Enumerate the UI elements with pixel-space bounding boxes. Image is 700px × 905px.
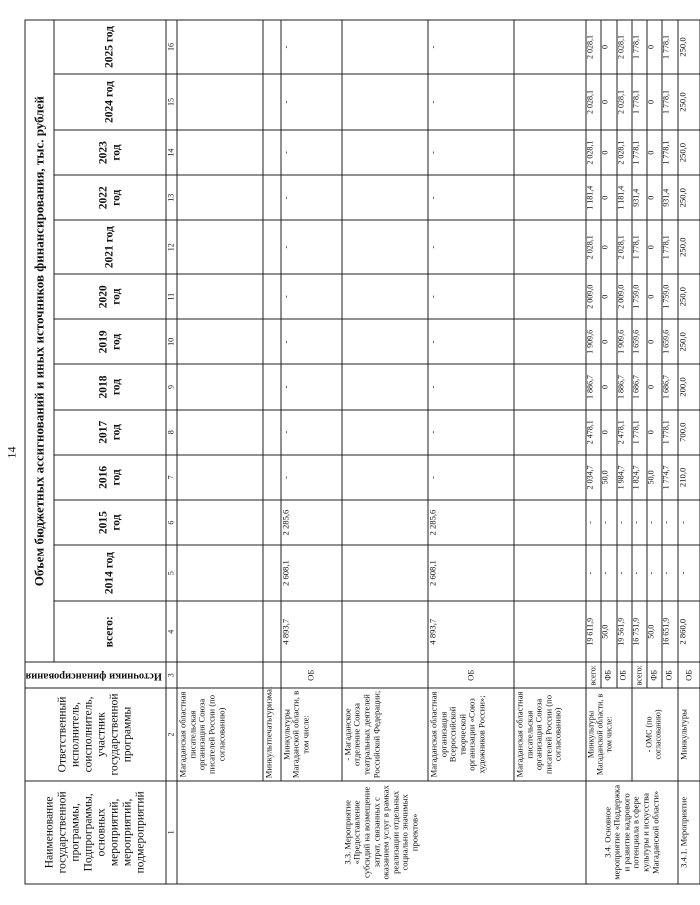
column-number: 13 [166, 175, 177, 220]
value-cell: - [601, 545, 616, 601]
source-cell [263, 662, 281, 688]
value-cell [341, 175, 427, 220]
executor-cell: Минкультуры Магаданской области, в том числе: [280, 688, 341, 781]
value-cell: 250,0 [677, 130, 699, 175]
value-cell: - [427, 364, 513, 409]
value-cell: - [280, 364, 341, 409]
value-cell: 2 285,6 [427, 500, 513, 545]
value-cell [513, 74, 585, 130]
source-cell: ОБ [427, 662, 513, 688]
value-cell [263, 410, 281, 455]
value-cell: 0 [601, 364, 616, 409]
value-cell: 0 [647, 175, 662, 220]
value-cell [341, 220, 427, 274]
value-cell: 2 009,0 [586, 274, 601, 319]
activity-3-3-name: 3.3. Мероприятие «Предоставление субсидий на возмещение затрат, связанных с оказанием услуг в рамках реализации отдельных социально значимых проектов» [177, 781, 586, 884]
value-cell: 2 028,1 [586, 20, 601, 74]
header-year: 2021 год [54, 220, 166, 274]
value-cell: 1 778,1 [662, 130, 677, 175]
value-cell: 2 478,1 [586, 410, 601, 455]
value-cell: - [586, 545, 601, 601]
header-executor: Ответственный исполнитель, соисполнитель, участник государственной программы [25, 688, 166, 781]
value-cell: 0 [647, 274, 662, 319]
header-year: 2025 год [54, 20, 166, 74]
value-cell [177, 500, 263, 545]
value-cell [177, 319, 263, 364]
value-cell: 1 984,7 [616, 455, 631, 500]
value-cell [263, 601, 281, 662]
value-cell: 1 778,1 [662, 220, 677, 274]
column-number: 1 [166, 781, 177, 884]
value-cell [513, 364, 585, 409]
value-cell: 50,0 [647, 601, 662, 662]
activity-3-4-name: 3.4. Основное мероприятие «Поддержка и развитие кадрового потенциала в сфере культуры и искусства Магаданской области» [586, 781, 678, 884]
value-cell: 1 686,7 [631, 364, 646, 409]
value-cell: 4 893,7 [280, 601, 341, 662]
value-cell: - [631, 500, 646, 545]
header-year: 2024 год [54, 74, 166, 130]
value-cell: 0 [601, 319, 616, 364]
value-cell: 2 285,6 [280, 500, 341, 545]
value-cell: 0 [601, 175, 616, 220]
value-cell: 1 778,1 [662, 410, 677, 455]
value-cell [513, 545, 585, 601]
value-cell [177, 20, 263, 74]
value-cell [513, 410, 585, 455]
executor-cell: Магаданская областная организация Всероссийской творческой организации «Союз художников России»; [427, 688, 513, 781]
value-cell: 0 [647, 74, 662, 130]
value-cell [263, 20, 281, 74]
value-cell [341, 74, 427, 130]
value-cell: - [280, 20, 341, 74]
value-cell: 0 [647, 220, 662, 274]
header-year: 2014 год [54, 545, 166, 601]
value-cell: 1 659,6 [631, 319, 646, 364]
value-cell: - [662, 545, 677, 601]
value-cell [341, 20, 427, 74]
header-total: всего: [54, 601, 166, 662]
value-cell [513, 175, 585, 220]
value-cell: 1 778,1 [662, 74, 677, 130]
column-number: 3 [166, 662, 177, 688]
value-cell [177, 545, 263, 601]
value-cell: - [427, 319, 513, 364]
value-cell [263, 319, 281, 364]
value-cell [513, 500, 585, 545]
value-cell: - [427, 274, 513, 319]
value-cell [177, 601, 263, 662]
value-cell [513, 220, 585, 274]
value-cell: 0 [647, 130, 662, 175]
source-cell: всего: [586, 662, 601, 688]
value-cell: - [280, 74, 341, 130]
executor-cell: Минкультуры Магаданской области, в том числе: [586, 688, 632, 781]
value-cell [341, 364, 427, 409]
value-cell: 1 686,7 [662, 364, 677, 409]
column-number: 14 [166, 130, 177, 175]
page-number: 14 [4, 446, 19, 459]
header-source [25, 662, 166, 688]
value-cell: - [280, 130, 341, 175]
header-year: 2017 год [54, 410, 166, 455]
value-cell: - [427, 220, 513, 274]
value-cell: 931,4 [631, 175, 646, 220]
executor-cell: Магаданская областная писательская организация Союза писателей России (по согласованию) [513, 688, 585, 781]
value-cell: 0 [647, 20, 662, 74]
value-cell: - [616, 545, 631, 601]
value-cell: - [427, 410, 513, 455]
source-cell: ОБ [616, 662, 631, 688]
value-cell: 2 608,1 [280, 545, 341, 601]
value-cell: - [427, 20, 513, 74]
value-cell: 50,0 [601, 455, 616, 500]
value-cell [263, 500, 281, 545]
column-number: 15 [166, 74, 177, 130]
value-cell: - [616, 500, 631, 545]
header-year: 2015 год [54, 500, 166, 545]
value-cell: 16 651,9 [662, 601, 677, 662]
source-cell: всего: [631, 662, 646, 688]
value-cell: 2 478,1 [616, 410, 631, 455]
value-cell: - [586, 500, 601, 545]
financing-table [24, 20, 700, 885]
header-name: Наименование государственной программы, Подпрограммы, основных мероприятий, мероприятий, подмероприятий [25, 781, 166, 884]
value-cell: 19 561,9 [616, 601, 631, 662]
value-cell: 1 824,7 [631, 455, 646, 500]
value-cell [263, 74, 281, 130]
executor-cell: - ОМС (по согласованию) [631, 688, 677, 781]
value-cell [263, 130, 281, 175]
value-cell: 1 909,6 [616, 319, 631, 364]
value-cell: 931,4 [662, 175, 677, 220]
executor-cell: - Магаданское отделение Союза театральных деятелей Российской Федерации; [341, 688, 427, 781]
value-cell [177, 364, 263, 409]
value-cell: 0 [601, 130, 616, 175]
header-year: 2020 год [54, 274, 166, 319]
value-cell [263, 220, 281, 274]
value-cell: 1 759,0 [631, 274, 646, 319]
value-cell [513, 319, 585, 364]
value-cell [177, 130, 263, 175]
value-cell: - [427, 130, 513, 175]
value-cell: 0 [601, 274, 616, 319]
value-cell: - [647, 545, 662, 601]
value-cell: 0 [601, 20, 616, 74]
value-cell: 0 [601, 74, 616, 130]
source-cell [341, 662, 427, 688]
value-cell: 2 028,1 [616, 220, 631, 274]
value-cell [513, 130, 585, 175]
value-cell: - [280, 175, 341, 220]
rotated-table-page [24, 20, 693, 885]
column-number: 2 [166, 688, 177, 781]
value-cell [263, 274, 281, 319]
activity-3-4-1-name: 3.4.1. Мероприятие [677, 781, 699, 884]
value-cell: - [280, 220, 341, 274]
value-cell [177, 74, 263, 130]
value-cell: 0 [601, 220, 616, 274]
value-cell: - [280, 274, 341, 319]
value-cell: - [647, 500, 662, 545]
value-cell: 0 [647, 319, 662, 364]
header-year: 2022 год [54, 175, 166, 220]
value-cell: - [427, 175, 513, 220]
column-number: 9 [166, 364, 177, 409]
value-cell: 2 608,1 [427, 545, 513, 601]
value-cell: 1 778,1 [631, 220, 646, 274]
value-cell: 200,0 [677, 364, 699, 409]
value-cell: 2 028,1 [616, 130, 631, 175]
value-cell: 210,0 [677, 455, 699, 500]
value-cell [263, 545, 281, 601]
value-cell: 1 778,1 [631, 74, 646, 130]
source-cell: ОБ [677, 662, 699, 688]
value-cell [341, 130, 427, 175]
value-cell: 19 611,9 [586, 601, 601, 662]
value-cell: 0 [647, 364, 662, 409]
value-cell: - [280, 410, 341, 455]
value-cell: 0 [601, 410, 616, 455]
executor-cell: Минкультпечатьтуризма; [263, 688, 281, 781]
value-cell: 250,0 [677, 274, 699, 319]
source-cell [513, 662, 585, 688]
value-cell [177, 274, 263, 319]
value-cell: 50,0 [601, 601, 616, 662]
value-cell: - [280, 455, 341, 500]
value-cell: 2 028,1 [586, 220, 601, 274]
value-cell: 1 909,6 [586, 319, 601, 364]
value-cell: 250,0 [677, 20, 699, 74]
value-cell: 2 028,1 [586, 130, 601, 175]
value-cell: - [677, 500, 699, 545]
value-cell [513, 601, 585, 662]
value-cell: - [677, 545, 699, 601]
value-cell: - [631, 545, 646, 601]
value-cell [263, 364, 281, 409]
value-cell: 2 028,1 [586, 74, 601, 130]
column-number: 12 [166, 220, 177, 274]
value-cell: 2 028,1 [616, 74, 631, 130]
value-cell [341, 319, 427, 364]
value-cell [341, 274, 427, 319]
value-cell [513, 455, 585, 500]
executor-cell: Минкультуры [677, 688, 699, 781]
value-cell: 250,0 [677, 74, 699, 130]
value-cell: - [427, 74, 513, 130]
value-cell [341, 601, 427, 662]
value-cell: 1 759,0 [662, 274, 677, 319]
column-number: 11 [166, 274, 177, 319]
value-cell [177, 175, 263, 220]
value-cell [341, 410, 427, 455]
column-number: 16 [166, 20, 177, 74]
value-cell: 1 778,1 [662, 20, 677, 74]
source-cell: ОБ [662, 662, 677, 688]
column-number: 4 [166, 601, 177, 662]
source-cell: ФБ [647, 662, 662, 688]
value-cell: 1 181,4 [586, 175, 601, 220]
column-number: 5 [166, 545, 177, 601]
value-cell [341, 500, 427, 545]
header-year: 2016 год [54, 455, 166, 500]
value-cell [177, 220, 263, 274]
value-cell [341, 545, 427, 601]
header-year: 2019 год [54, 319, 166, 364]
value-cell: 4 893,7 [427, 601, 513, 662]
source-cell: ОБ [280, 662, 341, 688]
value-cell: 16 751,9 [631, 601, 646, 662]
column-number: 10 [166, 319, 177, 364]
value-cell: 2 034,7 [586, 455, 601, 500]
header-source-text: Источники финансирования [25, 670, 162, 682]
value-cell [513, 274, 585, 319]
header-financing: Объем бюджетных ассигнований и иных источников финансирования, тыс. рублей [25, 20, 54, 662]
value-cell: - [601, 500, 616, 545]
value-cell: - [427, 455, 513, 500]
column-number: 6 [166, 500, 177, 545]
value-cell [341, 455, 427, 500]
value-cell: 1 778,1 [631, 410, 646, 455]
value-cell: 1 181,4 [616, 175, 631, 220]
value-cell: 1 778,1 [631, 130, 646, 175]
header-year: 2023 год [54, 130, 166, 175]
value-cell: 0 [647, 410, 662, 455]
value-cell: 2 028,1 [616, 20, 631, 74]
header-year: 2018 год [54, 364, 166, 409]
value-cell: 250,0 [677, 319, 699, 364]
value-cell: 1 778,1 [631, 20, 646, 74]
column-number: 8 [166, 410, 177, 455]
value-cell [263, 175, 281, 220]
source-cell [177, 662, 263, 688]
value-cell: 1 886,7 [616, 364, 631, 409]
value-cell: 2 860,0 [677, 601, 699, 662]
column-number: 7 [166, 455, 177, 500]
value-cell: 1 659,6 [662, 319, 677, 364]
value-cell: - [280, 319, 341, 364]
column-number-row [166, 20, 177, 884]
value-cell: 2 009,0 [616, 274, 631, 319]
value-cell [263, 455, 281, 500]
value-cell: 50,0 [647, 455, 662, 500]
value-cell: 700,0 [677, 410, 699, 455]
value-cell [513, 20, 585, 74]
value-cell: - [662, 500, 677, 545]
value-cell [177, 410, 263, 455]
value-cell: 1 774,7 [662, 455, 677, 500]
executor-cell: Магаданская областная писательская организация Союза писателей России (по согласованию) [177, 688, 263, 781]
value-cell: 1 886,7 [586, 364, 601, 409]
value-cell: 250,0 [677, 175, 699, 220]
value-cell [177, 455, 263, 500]
value-cell: 250,0 [677, 220, 699, 274]
source-cell: ФБ [601, 662, 616, 688]
